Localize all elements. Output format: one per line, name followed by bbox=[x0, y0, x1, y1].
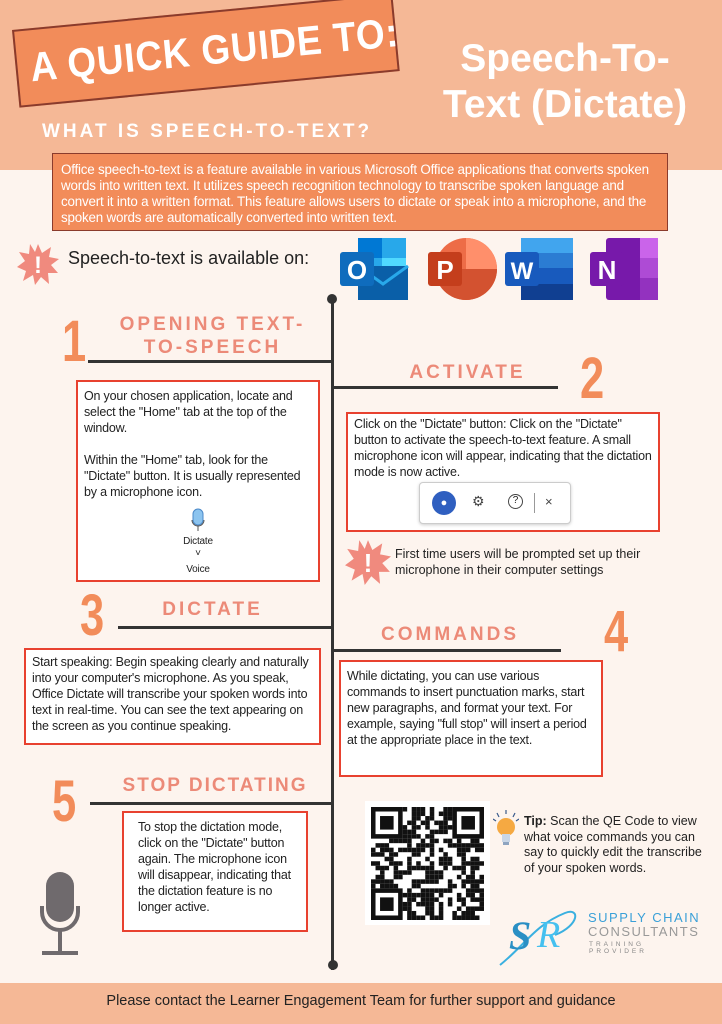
outlook-icon bbox=[338, 236, 408, 302]
alert-burst-icon bbox=[345, 538, 391, 586]
step-3-title: DICTATE bbox=[162, 599, 263, 620]
section-heading: WHAT IS SPEECH-TO-TEXT? bbox=[42, 121, 373, 142]
step-2-line bbox=[333, 386, 558, 389]
step-1-number: 1 bbox=[62, 309, 87, 374]
setup-note: First time users will be prompted set up their microphone in their computer settings bbox=[395, 547, 641, 577]
voice-group-label: Voice bbox=[186, 564, 210, 575]
step-3-number: 3 bbox=[80, 583, 105, 648]
svg-text:R: R bbox=[537, 914, 561, 956]
svg-text:P: P bbox=[436, 255, 454, 285]
mic-button[interactable] bbox=[432, 491, 456, 515]
page-title bbox=[425, 36, 705, 128]
close-icon[interactable]: × bbox=[545, 494, 553, 509]
word-icon bbox=[503, 236, 573, 302]
step-1-line bbox=[88, 360, 333, 363]
logo-line-1: SUPPLY CHAIN bbox=[588, 910, 701, 925]
tip-body: Scan the QE Code to view what voice commands you can say to quickly edit the transcribe of your spoken words. bbox=[524, 814, 702, 875]
availability-label: Speech-to-text is available on: bbox=[68, 248, 310, 268]
microphone-icon: ● bbox=[440, 497, 448, 509]
svg-text:O: O bbox=[346, 255, 368, 285]
step-1-text-1: On your chosen application, locate and select the "Home" tab at the top of the window. bbox=[84, 389, 293, 435]
svg-text:!: ! bbox=[34, 252, 42, 279]
timeline-start-dot bbox=[327, 294, 337, 304]
step-5-number: 5 bbox=[52, 769, 77, 834]
step-5-title: STOP DICTATING bbox=[122, 775, 308, 796]
step-5-line bbox=[90, 802, 333, 805]
svg-text:N: N bbox=[597, 255, 617, 285]
svg-text:S: S bbox=[509, 913, 532, 958]
step-3-text: Start speaking: Begin speaking clearly and naturally into your computer's microphone. As you speak, Office Dictate will transcribe your spoken words into text in real-time. You can see the text appearing on the screen as you continue speaking. bbox=[32, 655, 309, 733]
title-line-1: Speech-To- bbox=[460, 37, 670, 80]
microphone-icon bbox=[190, 508, 206, 532]
microphone-icon bbox=[38, 870, 82, 956]
svg-text:!: ! bbox=[363, 547, 373, 578]
step-2-title: ACTIVATE bbox=[409, 362, 526, 383]
toolbar-divider bbox=[534, 493, 535, 513]
step-5-box bbox=[122, 811, 308, 932]
step-2-text: Click on the "Dictate" button: Click on the "Dictate" button to activate the speech-to-text feature. A small microphone icon will appear, indicating that the dictation mode is now active. bbox=[354, 417, 652, 479]
svg-text:W: W bbox=[510, 258, 534, 285]
dictation-toolbar bbox=[419, 482, 571, 524]
qr-code[interactable] bbox=[365, 801, 490, 925]
logo-line-3: TRAINING PROVIDER bbox=[589, 941, 647, 955]
chevron-down-icon: ˅ bbox=[195, 548, 201, 559]
step-5-text: To stop the dictation mode, click on the "Dictate" button again. The microphone icon will disappear, indicating that the dictation feature is no longer active. bbox=[138, 820, 291, 914]
guide-badge-text: A QUICK GUIDE TO: bbox=[28, 9, 401, 91]
alert-burst-icon bbox=[17, 243, 59, 285]
onenote-icon bbox=[588, 236, 658, 302]
timeline-end-dot bbox=[328, 960, 338, 970]
step-4-box bbox=[339, 660, 603, 777]
intro-text: Office speech-to-text is a feature available in various Microsoft Office applications that converts spoken words into written text. It utilizes speech recognition technology to transcribe spoken language and convert it into a written format. This feature allows users to dictate or speak into a microphone, and the spoken words are automatically converted into written text. bbox=[52, 153, 668, 231]
step-4-title: COMMANDS bbox=[381, 624, 519, 645]
title-line-2: Text (Dictate) bbox=[442, 83, 688, 126]
step-2-number: 2 bbox=[580, 346, 605, 411]
step-1-title: OPENING TEXT-TO-SPEECH bbox=[119, 314, 306, 358]
step-4-text: While dictating, you can use various commands to insert punctuation marks, start new paragraphs, and format your text. For example, saying "full stop" will insert a period at the appropriate place in the text. bbox=[347, 669, 587, 747]
step-3-line bbox=[118, 626, 333, 629]
settings-gear-icon[interactable]: ⚙ bbox=[472, 493, 485, 509]
step-1-text-2: Within the "Home" tab, look for the "Dictate" button. It is usually represented by a microphone icon. bbox=[84, 453, 301, 499]
dictate-ribbon-button bbox=[84, 508, 312, 576]
help-icon[interactable]: ? bbox=[508, 494, 523, 509]
lightbulb-icon bbox=[493, 810, 519, 850]
timeline-line bbox=[331, 298, 334, 970]
dictate-label: Dictate bbox=[183, 536, 213, 547]
tip-label: Tip: bbox=[524, 814, 547, 828]
tip-text bbox=[524, 814, 714, 876]
step-1-box bbox=[76, 380, 320, 582]
step-3-box bbox=[24, 648, 321, 745]
step-4-number: 4 bbox=[604, 599, 629, 664]
company-logo bbox=[495, 905, 705, 970]
step-4-line bbox=[333, 649, 561, 652]
logo-line-2: CONSULTANTS bbox=[588, 924, 700, 939]
powerpoint-icon bbox=[426, 236, 496, 302]
footer: Please contact the Learner Engagement Team for further support and guidance bbox=[0, 983, 722, 1024]
